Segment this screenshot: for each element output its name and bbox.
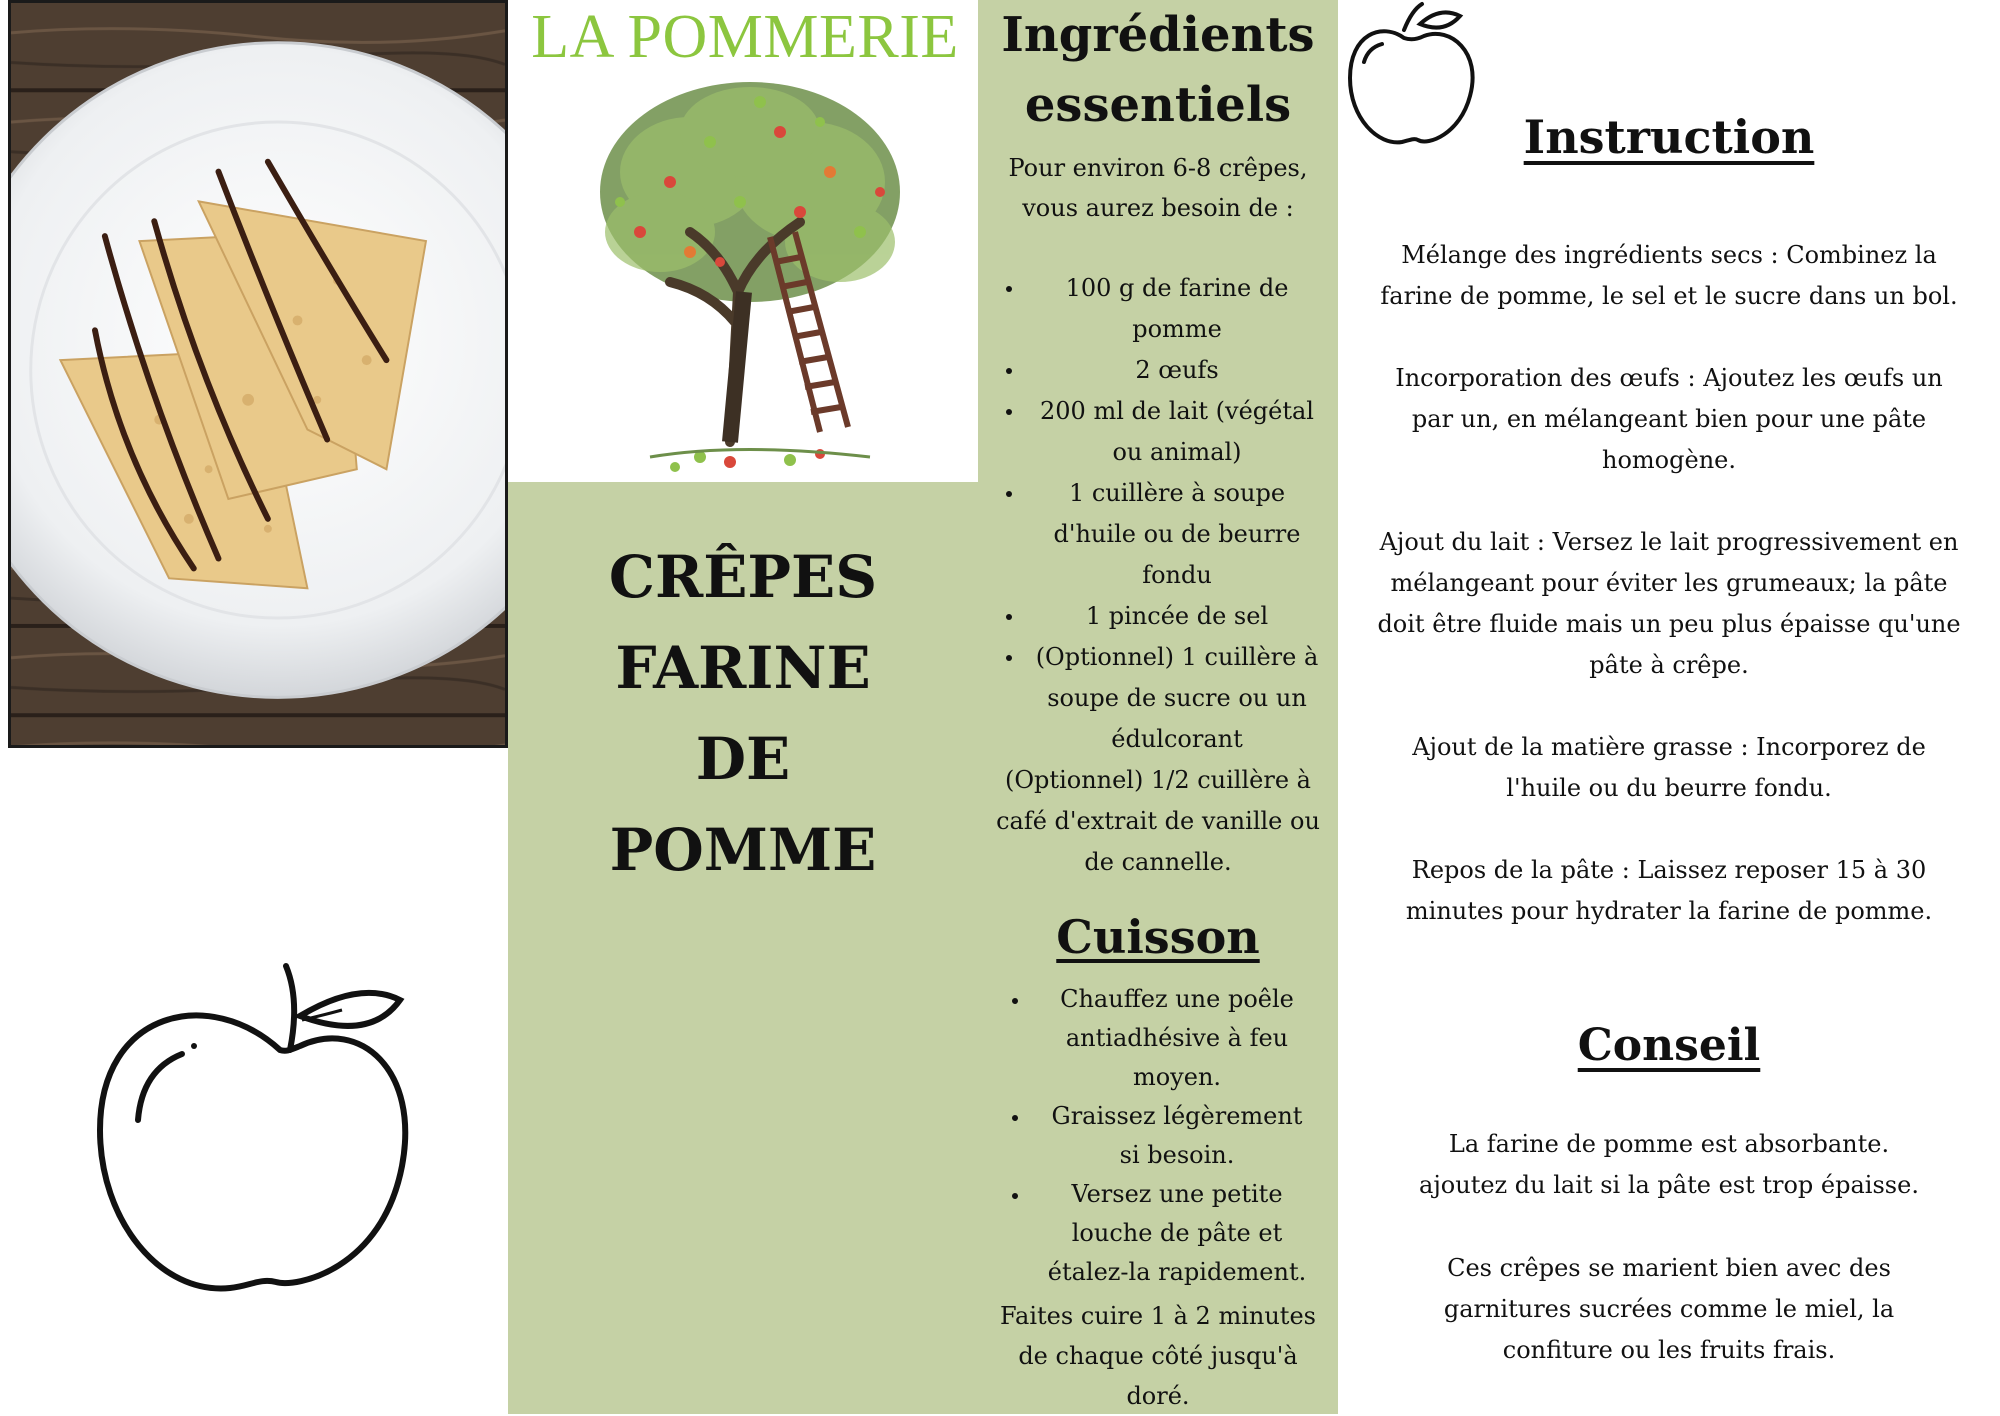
instruction-step	[1338, 358, 2000, 481]
instruction-line: doit être fluide mais un peu plus épaisse qu'une	[1377, 610, 1961, 638]
ingredient-line: soupe de sucre ou un	[1047, 684, 1307, 712]
ingredients-intro-line: Pour environ 6-8 crêpes,	[1008, 154, 1308, 182]
ingredient-item	[978, 391, 1338, 473]
conseil-line: La farine de pomme est absorbante.	[1448, 1130, 1890, 1158]
cuisson-heading: Cuisson	[1056, 910, 1260, 964]
cuisson-line: Graissez légèrement	[1051, 1102, 1303, 1130]
ingredient-line: d'huile ou de beurre	[1053, 520, 1301, 548]
recipe-title-line: DE	[695, 725, 791, 793]
ingredient-line: 100 g de farine de	[1065, 274, 1289, 302]
recipe-title-panel	[508, 482, 978, 1414]
ingredients-intro	[978, 148, 1338, 228]
ingredient-line: 1 pincée de sel	[1085, 602, 1269, 630]
bullet-icon	[1006, 286, 1012, 292]
cuisson-extra	[978, 1296, 1338, 1416]
ingredient-line: 2 œufs	[1135, 356, 1219, 384]
bullet-icon	[1012, 1115, 1018, 1121]
instruction-line: Incorporation des œufs : Ajoutez les œufs un	[1395, 364, 1943, 392]
ingredient-line: (Optionnel) 1 cuillère à	[1035, 643, 1319, 671]
ingredient-item	[978, 350, 1338, 391]
bullet-icon	[1006, 491, 1012, 497]
ingredient-line: 1 cuillère à soupe	[1068, 479, 1286, 507]
conseil-paragraph	[1338, 1248, 2000, 1371]
brand-panel	[510, 0, 980, 482]
ingredients-extra-line: café d'extrait de vanille ou	[996, 807, 1320, 835]
conseil-line: confiture ou les fruits frais.	[1502, 1336, 1836, 1364]
ingredient-line: 200 ml de lait (végétal	[1040, 397, 1314, 425]
bullet-icon	[1006, 368, 1012, 374]
cuisson-extra-line: de chaque côté jusqu'à	[1018, 1342, 1298, 1370]
ingredients-heading-line: Ingrédients	[1001, 7, 1315, 63]
ingredients-intro-line: vous aurez besoin de :	[1022, 194, 1294, 222]
instruction-line: homogène.	[1602, 446, 1736, 474]
cuisson-item	[978, 1097, 1338, 1175]
cuisson-item	[978, 1175, 1338, 1292]
ingredients-column	[978, 0, 1338, 1414]
ingredient-item	[978, 473, 1338, 596]
apple-outline-icon	[90, 950, 420, 1295]
ingredient-line: ou animal)	[1112, 438, 1242, 466]
recipe-title-line: CRÊPES	[608, 543, 878, 611]
cuisson-extra-line: doré.	[1126, 1382, 1190, 1410]
instruction-line: Ajout du lait : Versez le lait progressivement en	[1379, 528, 1959, 556]
instruction-step	[1338, 235, 2000, 317]
instruction-line: Ajout de la matière grasse : Incorporez de	[1412, 733, 1926, 761]
apple-tree-illustration	[580, 62, 920, 482]
bullet-icon	[1006, 655, 1012, 661]
cuisson-line: étalez-la rapidement.	[1047, 1258, 1307, 1286]
instruction-step	[1338, 522, 2000, 686]
bullet-icon	[1006, 614, 1012, 620]
ingredient-line: fondu	[1142, 561, 1212, 589]
instruction-line: par un, en mélangeant bien pour une pâte	[1411, 405, 1927, 433]
instruction-step	[1338, 850, 2000, 932]
conseil-heading: Conseil	[1577, 1020, 1761, 1071]
cuisson-list	[978, 980, 1338, 1292]
instruction-step	[1338, 727, 2000, 809]
instruction-heading: Instruction	[1523, 110, 1815, 164]
crepes-photo	[8, 0, 508, 748]
cuisson-line: louche de pâte et	[1071, 1219, 1283, 1247]
conseil-line: garnitures sucrées comme le miel, la	[1443, 1295, 1895, 1323]
ingredients-extra-line: (Optionnel) 1/2 cuillère à	[1005, 766, 1311, 794]
conseil-line: Ces crêpes se marient bien avec des	[1447, 1254, 1891, 1282]
cuisson-line: Chauffez une poêle	[1060, 985, 1294, 1013]
ingredients-extra	[978, 760, 1338, 883]
cuisson-extra-line: Faites cuire 1 à 2 minutes	[1000, 1302, 1316, 1330]
bullet-icon	[1012, 1193, 1018, 1199]
brand-name: LA POMMERIE	[531, 3, 959, 71]
recipe-title-line: FARINE	[615, 634, 871, 702]
cuisson-line: Versez une petite	[1071, 1180, 1283, 1208]
instruction-line: Repos de la pâte : Laissez reposer 15 à 30	[1411, 856, 1927, 884]
instruction-line: minutes pour hydrater la farine de pomme.	[1405, 897, 1933, 925]
bullet-icon	[1012, 998, 1018, 1004]
instruction-line: l'huile ou du beurre fondu.	[1506, 774, 1832, 802]
recipe-title-line: POMME	[609, 816, 877, 884]
instruction-line: farine de pomme, le sel et le sucre dans un bol.	[1380, 282, 1958, 310]
instruction-column	[1338, 0, 2000, 1414]
ingredients-extra-line: de cannelle.	[1084, 848, 1232, 876]
instruction-line: mélangeant pour éviter les grumeaux; la pâte	[1390, 569, 1948, 597]
conseil-line: ajoutez du lait si la pâte est trop épaisse.	[1419, 1171, 1919, 1199]
cuisson-line: si besoin.	[1119, 1141, 1235, 1169]
conseil-paragraph	[1338, 1124, 2000, 1206]
ingredient-line: pomme	[1132, 315, 1222, 343]
ingredient-item	[978, 596, 1338, 637]
ingredients-heading	[978, 0, 1338, 140]
cuisson-line: moyen.	[1132, 1063, 1222, 1091]
ingredients-heading-line: essentiels	[1024, 77, 1292, 133]
ingredients-list	[978, 268, 1338, 760]
bullet-icon	[1006, 409, 1012, 415]
ingredient-item	[978, 268, 1338, 350]
ingredient-item	[978, 637, 1338, 760]
recipe-title	[508, 532, 978, 896]
instruction-line: Mélange des ingrédients secs : Combinez la	[1401, 241, 1937, 269]
instruction-line: pâte à crêpe.	[1589, 651, 1749, 679]
ingredient-line: édulcorant	[1111, 725, 1243, 753]
cuisson-item	[978, 980, 1338, 1097]
cuisson-line: antiadhésive à feu	[1065, 1024, 1289, 1052]
